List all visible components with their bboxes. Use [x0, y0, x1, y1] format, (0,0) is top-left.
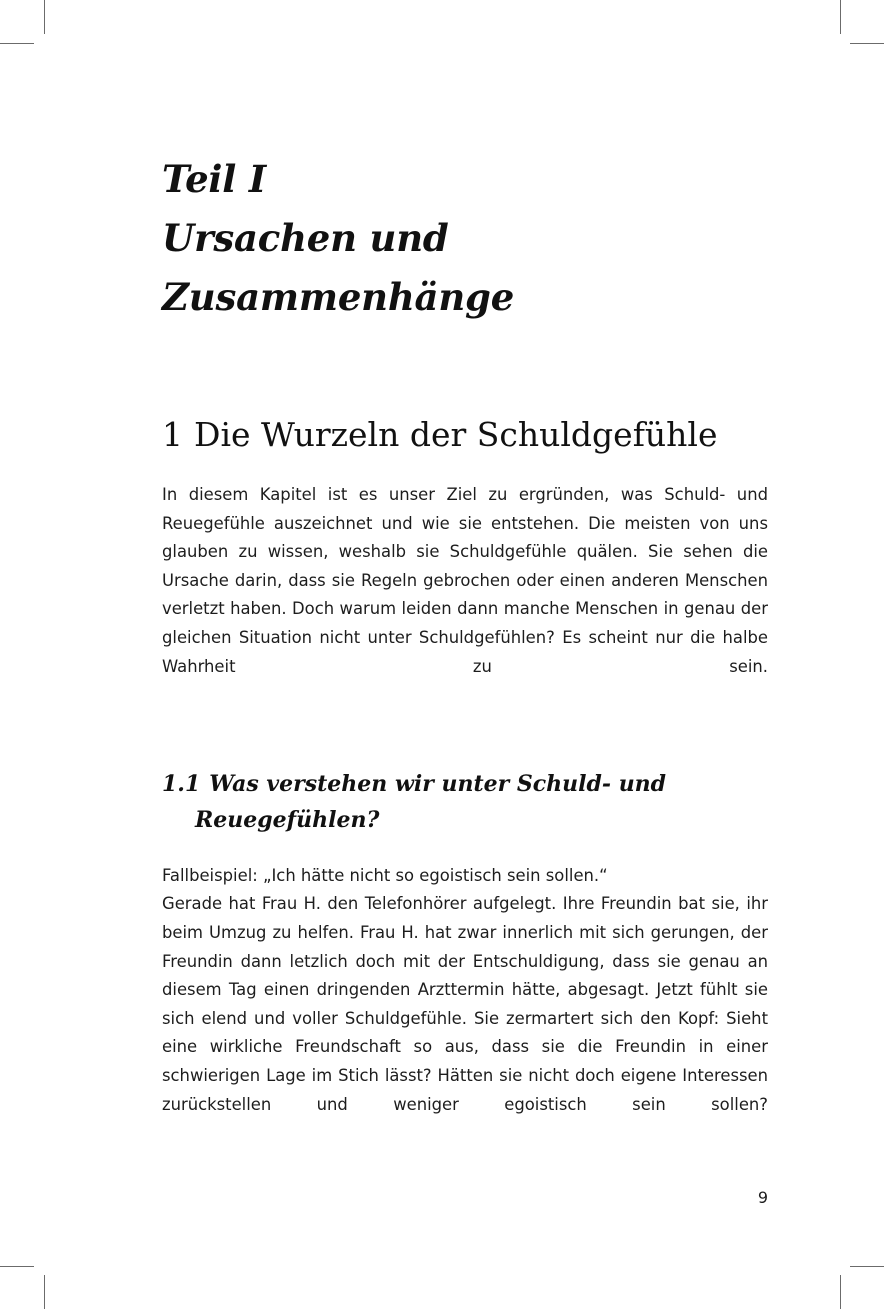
type-area: [162, 150, 768, 1148]
crop-mark-top-left-horizontal: [0, 43, 34, 44]
part-title-line-1: Teil I: [162, 157, 266, 201]
crop-mark-bottom-right-vertical: [840, 1275, 841, 1309]
part-title-line-3: Zusammenhänge: [162, 275, 515, 319]
crop-mark-bottom-left-horizontal: [0, 1266, 34, 1267]
section-number: 1.1: [162, 770, 201, 797]
part-title-line-2: Ursachen und: [162, 216, 449, 260]
page-number: 9: [757, 1188, 768, 1207]
chapter-title: Die Wurzeln der Schuldgefühle: [194, 415, 718, 454]
section-heading: [162, 710, 768, 838]
crop-mark-bottom-left-vertical: [44, 1275, 45, 1309]
crop-mark-top-right-horizontal: [850, 43, 884, 44]
chapter-heading: [162, 327, 768, 455]
crop-mark-bottom-right-horizontal: [850, 1266, 884, 1267]
chapter-number: 1: [162, 415, 183, 454]
part-title: [162, 150, 768, 327]
case-example-body: Gerade hat Frau H. den Telefonhörer aufgelegt. Ihre Freundin bat sie, ihr beim Umzug zu helfen. Frau H. hat zwar innerlich mit sich gerungen, der Freundin dann letzlich doch mit der Entschuldigung, dass sie genau an diesem Tag einen dringenden Arzttermin hätte, abgesagt. Jetzt fühlt sie sich elend und voller Schuldgefühle. Sie zermartert sich den Kopf: Sieht eine wirkliche Freundschaft so aus, dass sie die Freundin in einer schwierigen Lage im Stich lässt? Hätten sie nicht doch eigene Interessen zurückstellen und weniger egoistisch sein sollen?: [162, 894, 768, 1114]
case-example-lead: Fallbeispiel: „Ich hätte nicht so egoistisch sein sollen.“: [162, 865, 608, 885]
section-title: Was verstehen wir unter Schuld- und Reuegefühlen?: [195, 770, 667, 833]
crop-mark-top-left-vertical: [44, 0, 45, 34]
case-example-block: [162, 838, 768, 1148]
crop-mark-top-right-vertical: [840, 0, 841, 34]
chapter-intro-paragraph: In diesem Kapitel ist es unser Ziel zu ergründen, was Schuld- und Reuegefühle auszeichnet und wie sie entstehen. Die meisten von uns glauben zu wissen, weshalb sie Schuldgefühle quälen. Sie sehen die Ursache darin, dass sie Regeln gebrochen oder einen anderen Menschen verletzt haben. Doch warum leiden dann manche Menschen in genau der gleichen Situation nicht unter Schuldgefühlen? Es scheint nur die halbe Wahrheit zu sein.: [162, 485, 768, 676]
